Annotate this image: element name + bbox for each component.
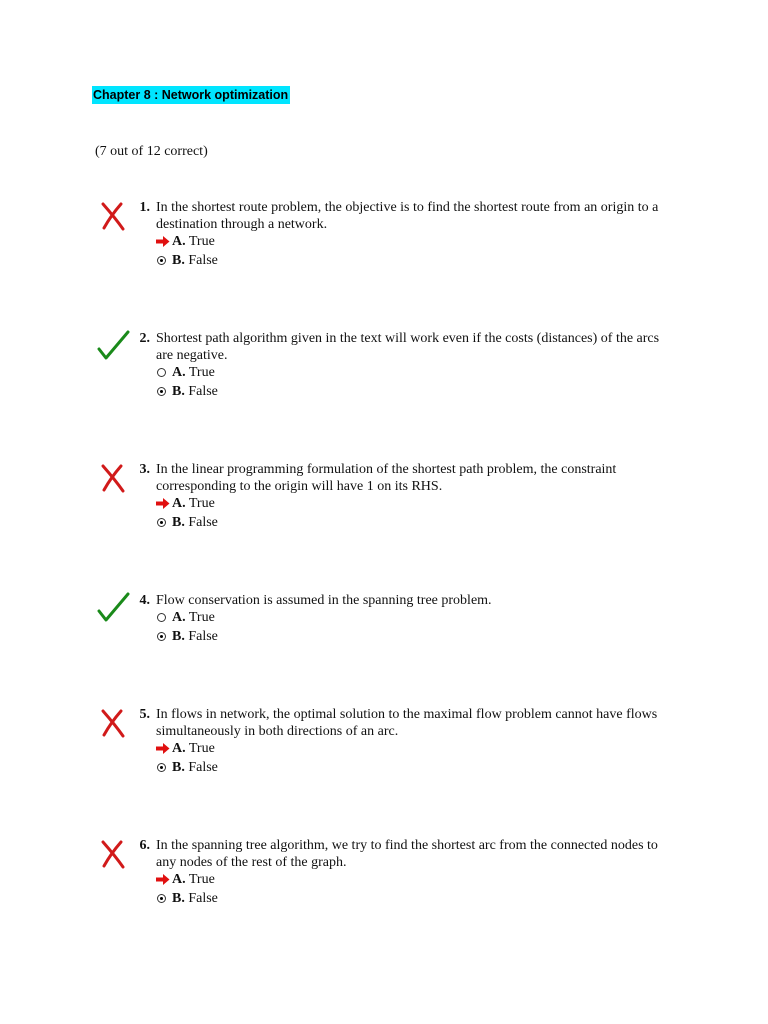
option-label: True — [188, 872, 215, 887]
chapter-title: Chapter 8 : Network optimization — [93, 88, 289, 102]
option-letter: B. — [172, 891, 185, 906]
incorrect-x-icon — [96, 706, 130, 740]
option-b[interactable] — [156, 252, 218, 269]
radio-selected-icon[interactable] — [157, 894, 166, 903]
option-label: False — [188, 253, 218, 268]
question-text: In the shortest route problem, the objective is to find the shortest route from an origin to a destination through a network. — [156, 200, 659, 232]
option-indicator — [156, 495, 172, 512]
question-number: 1. — [139, 200, 150, 215]
option-label: False — [188, 384, 218, 399]
option-indicator — [156, 609, 172, 626]
option-indicator — [156, 233, 172, 250]
option-indicator — [156, 759, 172, 776]
option-indicator — [156, 890, 172, 907]
question-text: In flows in network, the optimal solution to the maximal flow problem cannot have flows simultaneously in both directions of an arc. — [156, 707, 658, 739]
option-indicator — [156, 740, 172, 757]
option-b[interactable] — [156, 383, 218, 400]
option-letter: B. — [172, 629, 185, 644]
incorrect-x-icon — [96, 199, 130, 233]
question-text: In the spanning tree algorithm, we try to find the shortest arc from the connected nodes to any nodes of the rest of the graph. — [156, 838, 658, 870]
incorrect-x-icon — [96, 837, 130, 871]
option-label: False — [188, 760, 218, 775]
question-number: 3. — [139, 462, 150, 477]
option-a[interactable] — [156, 495, 215, 512]
correct-check-icon — [96, 592, 130, 626]
option-indicator — [156, 871, 172, 888]
question-text: Flow conservation is assumed in the spanning tree problem. — [156, 593, 492, 608]
question-text: In the linear programming formulation of the shortest path problem, the constraint corresponding to the origin will have 1 on its RHS. — [156, 462, 617, 494]
question-item — [96, 592, 696, 672]
option-a[interactable] — [156, 740, 215, 757]
option-b[interactable] — [156, 759, 218, 776]
option-label: True — [188, 496, 215, 511]
question-item — [96, 330, 696, 410]
option-letter: B. — [172, 253, 185, 268]
option-indicator — [156, 383, 172, 400]
radio-selected-icon[interactable] — [157, 387, 166, 396]
option-b[interactable] — [156, 628, 218, 645]
question-number: 5. — [139, 707, 150, 722]
radio-empty-icon[interactable] — [157, 613, 166, 622]
option-letter: A. — [172, 610, 186, 625]
option-a[interactable] — [156, 364, 215, 381]
question-number: 6. — [139, 838, 150, 853]
incorrect-x-icon — [96, 461, 130, 495]
radio-selected-icon[interactable] — [157, 256, 166, 265]
option-letter: A. — [172, 872, 186, 887]
question-item — [96, 461, 696, 541]
option-letter: A. — [172, 741, 186, 756]
option-indicator — [156, 364, 172, 381]
option-indicator — [156, 628, 172, 645]
option-a[interactable] — [156, 609, 215, 626]
radio-selected-icon[interactable] — [157, 763, 166, 772]
question-item — [96, 837, 696, 917]
option-b[interactable] — [156, 890, 218, 907]
correct-answer-arrow-icon — [156, 743, 170, 754]
option-indicator — [156, 514, 172, 531]
option-label: True — [188, 610, 215, 625]
correct-answer-arrow-icon — [156, 236, 170, 247]
option-label: False — [188, 515, 218, 530]
score-summary: (7 out of 12 correct) — [95, 144, 208, 159]
question-number: 4. — [139, 593, 150, 608]
option-letter: A. — [172, 234, 186, 249]
option-label: False — [188, 629, 218, 644]
option-b[interactable] — [156, 514, 218, 531]
option-indicator — [156, 252, 172, 269]
option-letter: B. — [172, 760, 185, 775]
radio-selected-icon[interactable] — [157, 632, 166, 641]
option-letter: B. — [172, 384, 185, 399]
question-item — [96, 199, 696, 279]
option-letter: A. — [172, 496, 186, 511]
option-label: False — [188, 891, 218, 906]
option-label: True — [188, 741, 215, 756]
option-label: True — [188, 234, 215, 249]
option-a[interactable] — [156, 233, 215, 250]
radio-empty-icon[interactable] — [157, 368, 166, 377]
question-text: Shortest path algorithm given in the text will work even if the costs (distances) of the arcs are negative. — [156, 331, 660, 363]
option-a[interactable] — [156, 871, 215, 888]
radio-selected-icon[interactable] — [157, 518, 166, 527]
option-letter: A. — [172, 365, 186, 380]
correct-answer-arrow-icon — [156, 874, 170, 885]
correct-answer-arrow-icon — [156, 498, 170, 509]
question-number: 2. — [139, 331, 150, 346]
correct-check-icon — [96, 330, 130, 364]
option-label: True — [188, 365, 215, 380]
question-item — [96, 706, 696, 786]
option-letter: B. — [172, 515, 185, 530]
